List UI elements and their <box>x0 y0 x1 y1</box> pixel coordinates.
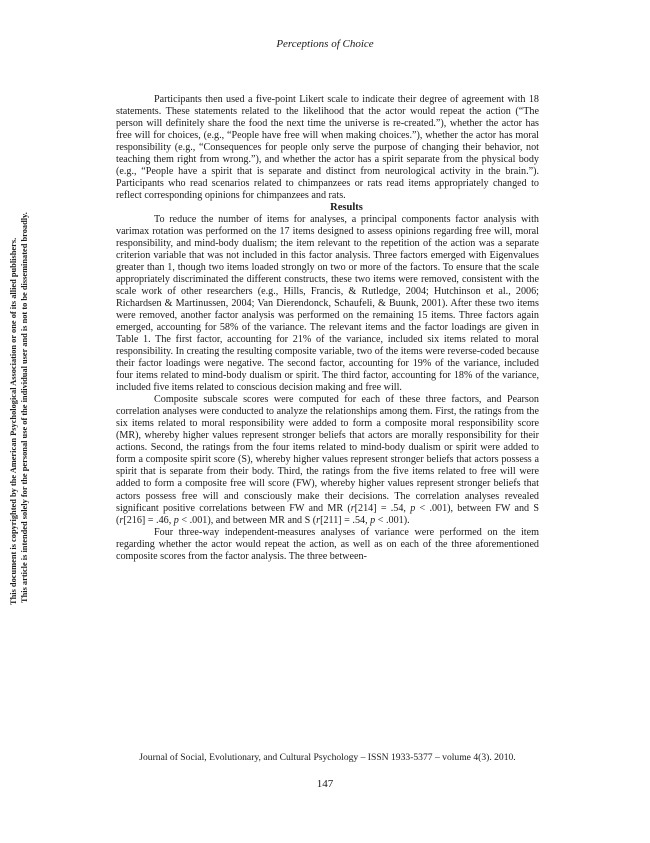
results-heading: Results <box>330 202 363 214</box>
method-paragraph: Participants then used a five-point Likert scale to indicate their degree of agreement with 18 statements. These statements related to the likelihood that the actor would repeat the action (“The person will definitely share the food the next time the universe is re-created.”), whether the actor has free will for choices, (e.g., “People have free will when making choices.”), whether the actor has moral responsibility (e.g., “Consequences for people only serve the purpose of changing their behavior, not teaching them right from wrong.”), and whether the actor has a spirit separate from the physical body (e.g., “People have a spirit that is separate and distinct from neurological activity in the brain.”). Participants who read scenarios related to chimpanzees or rats read items appropriately changed to reflect corresponding opinions for chimpanzees and rats. <box>116 94 539 202</box>
article-body <box>116 94 539 563</box>
stat-r-symbol: r <box>350 502 355 514</box>
composite-text-c: < .001), between FW and S ( <box>116 502 539 526</box>
composite-scores-paragraph <box>116 394 539 526</box>
composite-text-f: [211] = .54, <box>320 514 371 526</box>
stat-p-symbol: p <box>173 514 179 526</box>
composite-text-e: < .001), and between MR and S ( <box>178 514 317 526</box>
composite-text-b: [214] = .54, <box>354 502 411 514</box>
factor-analysis-paragraph: To reduce the number of items for analyses, a principal components factor analysis with varimax rotation was performed on the 17 items designed to assess opinions regarding free will, moral responsibility, and mind-body dualism; the item relevant to the repetition of the action was a separate criterion variable that was not included in this factor analysis. Three factors emerged with Eigenvalues greater than 1, though two items loaded strongly on two or more of the factors. To ensure that the scale appropriately discriminated the different constructs, these two items were removed, consistent with the scale work of other researchers (e.g., Hills, Francis, & Rutledge, 2004; Hutchinson et al., 2006; Richardsen & Martinussen, 2004; Van Dierendonck, Schaufeli, & Buunk, 2001). After these two items were removed, another factor analysis was performed on the remaining 15 items. Three factors again emerged, accounting for 58% of the variance. The relevant items and the factor loadings are given in Table 1. The first factor, accounting for 21% of the variance, included six items related to moral responsibility. In creating the resulting composite variable, two of the items were reverse-coded because their factor loadings were negative. The second factor, accounting for 19% of the variance, included four items related to mind-body dualism or spirit. The third factor, accounting for 18% of the variance, included five items related to conscious decision making and free will. <box>116 214 539 394</box>
stat-r-symbol: r <box>316 514 321 526</box>
usage-notice: This article is intended solely for the personal use of the individual user and is not to be disseminated broadly. <box>20 212 29 603</box>
stat-r-symbol: r <box>119 514 124 526</box>
copyright-sidebar <box>0 0 60 843</box>
composite-text-d: [216] = .46, <box>123 514 174 526</box>
copyright-notice: This document is copyrighted by the American Psychological Association or one of its allied publishers. <box>9 237 18 605</box>
stat-p-symbol: p <box>410 502 416 514</box>
page-number: 147 <box>316 778 334 790</box>
anova-paragraph: Four three-way independent-measures analyses of variance were performed on the item regarding whether the actor would repeat the action, as well as on each of the three aforementioned composite scores from the factor analysis. The three between- <box>116 526 539 562</box>
stat-p-symbol: p <box>370 514 376 526</box>
composite-text-g: < .001). <box>375 514 410 526</box>
composite-text-a: Composite subscale scores were computed for each of these three factors, and Pearson correlation analyses were conducted to analyze the relationships among them. First, the ratings from the six items related to moral responsibility were added to form a composite moral responsibility score (MR), whereby higher values represent stronger beliefs that actors are morally responsibility for their actions. Second, the ratings from the four items related to mind-body dualism or spirit were added to form a composite spirit score (S), whereby higher values represent stronger beliefs that actors possess a spirit that is separate from their body. Third, the ratings from the five items related to free will were added to form a composite free will score (FW), whereby higher values represent stronger beliefs that actors possess free will and consciously make their decisions. The correlation analyses revealed significant positive correlations between FW and MR ( <box>116 394 539 514</box>
running-head: Perceptions of Choice <box>276 38 374 50</box>
journal-footer: Journal of Social, Evolutionary, and Cultural Psychology – ISSN 1933-5377 – volume 4(3). 2010. <box>139 752 516 763</box>
